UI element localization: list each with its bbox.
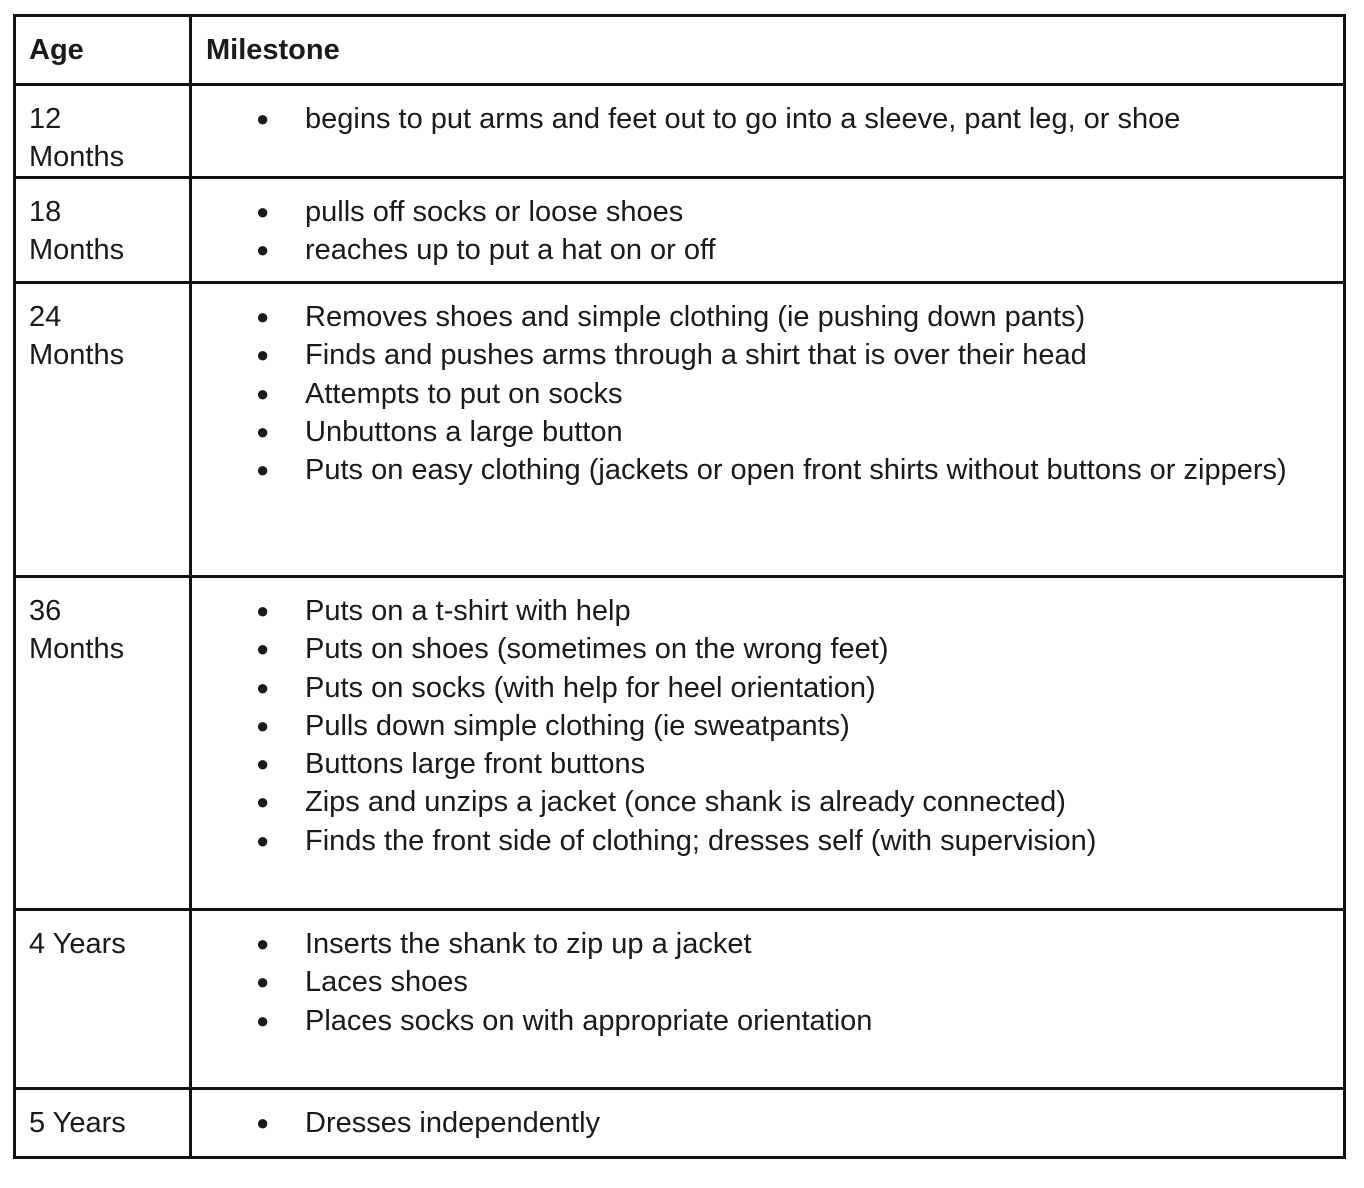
bullet-icon: ● (256, 712, 270, 738)
milestone-cell (191, 283, 1345, 577)
milestone-table (13, 14, 1346, 1159)
bullet-icon: ● (256, 199, 270, 224)
table-row (15, 1089, 1345, 1158)
bullet-icon: ● (256, 1007, 270, 1033)
bullet-icon: ● (256, 931, 270, 956)
table-header-row (15, 16, 1345, 85)
bullet-icon: ● (256, 380, 270, 406)
bullet-icon: ● (256, 418, 270, 444)
bullet-icon: ● (256, 1110, 270, 1135)
milestone-list (192, 1104, 1333, 1142)
bullet-icon: ● (256, 342, 270, 368)
milestone-cell (191, 910, 1345, 1089)
table-row (15, 178, 1345, 283)
milestone-list (192, 592, 1333, 860)
milestone-list (192, 298, 1333, 489)
age-cell (15, 910, 191, 1089)
table-row (15, 283, 1345, 577)
age-label: 5 Years (29, 1107, 126, 1139)
list-item: ● begins to put arms and feet out to go into a sleeve, pant leg, or shoe (192, 100, 1333, 138)
age-column-header: Age (15, 16, 191, 85)
age-cell (15, 283, 191, 577)
bullet-icon: ● (256, 237, 270, 263)
bullet-icon: ● (256, 969, 270, 995)
bullet-icon: ● (256, 106, 270, 131)
table-row (15, 577, 1345, 910)
milestone-list (192, 925, 1333, 1040)
milestone-cell (191, 85, 1345, 178)
list-item: ● Puts on a t-shirt with help (192, 592, 1333, 630)
bullet-icon: ● (256, 789, 270, 815)
list-item: ● Unbuttons a large button (192, 413, 1333, 451)
list-item: ● reaches up to put a hat on or off (192, 231, 1333, 269)
list-item: ● Zips and unzips a jacket (once shank is already connected) (192, 783, 1333, 821)
list-item: ● pulls off socks or loose shoes (192, 193, 1333, 231)
age-label: 12 Months (29, 103, 125, 173)
age-label: 4 Years (29, 928, 126, 960)
age-cell (15, 577, 191, 910)
milestone-column-header: Milestone (191, 16, 1345, 85)
bullet-icon: ● (256, 636, 270, 662)
bullet-icon: ● (256, 304, 270, 329)
age-label: 36 Months (29, 595, 125, 665)
milestone-cell (191, 1089, 1345, 1158)
list-item: ● Puts on socks (with help for heel orientation) (192, 669, 1333, 707)
age-cell (15, 85, 191, 178)
bullet-icon: ● (256, 827, 270, 853)
age-cell (15, 1089, 191, 1158)
milestone-cell (191, 577, 1345, 910)
age-label: 18 Months (29, 196, 125, 266)
list-item: ● Attempts to put on socks (192, 375, 1333, 413)
age-cell (15, 178, 191, 283)
list-item: ● Buttons large front buttons (192, 745, 1333, 783)
bullet-icon: ● (256, 598, 270, 623)
milestone-list (192, 100, 1333, 138)
bullet-icon: ● (256, 751, 270, 777)
list-item: ● Places socks on with appropriate orientation (192, 1002, 1333, 1040)
age-label: 24 Months (29, 301, 125, 371)
bullet-icon: ● (256, 674, 270, 700)
list-item: ● Laces shoes (192, 963, 1333, 1001)
list-item: ● Inserts the shank to zip up a jacket (192, 925, 1333, 963)
list-item: ● Finds the front side of clothing; dresses self (with supervision) (192, 822, 1333, 860)
list-item: ● Puts on shoes (sometimes on the wrong feet) (192, 630, 1333, 668)
milestone-list (192, 193, 1333, 270)
table-row (15, 910, 1345, 1089)
milestone-cell (191, 178, 1345, 283)
bullet-icon: ● (256, 457, 270, 483)
list-item: ● Dresses independently (192, 1104, 1333, 1142)
list-item: ● Puts on easy clothing (jackets or open front shirts without buttons or zippers) (192, 451, 1333, 489)
list-item: ● Finds and pushes arms through a shirt that is over their head (192, 336, 1333, 374)
list-item: ● Pulls down simple clothing (ie sweatpants) (192, 707, 1333, 745)
list-item: ● Removes shoes and simple clothing (ie pushing down pants) (192, 298, 1333, 336)
table-row (15, 85, 1345, 178)
